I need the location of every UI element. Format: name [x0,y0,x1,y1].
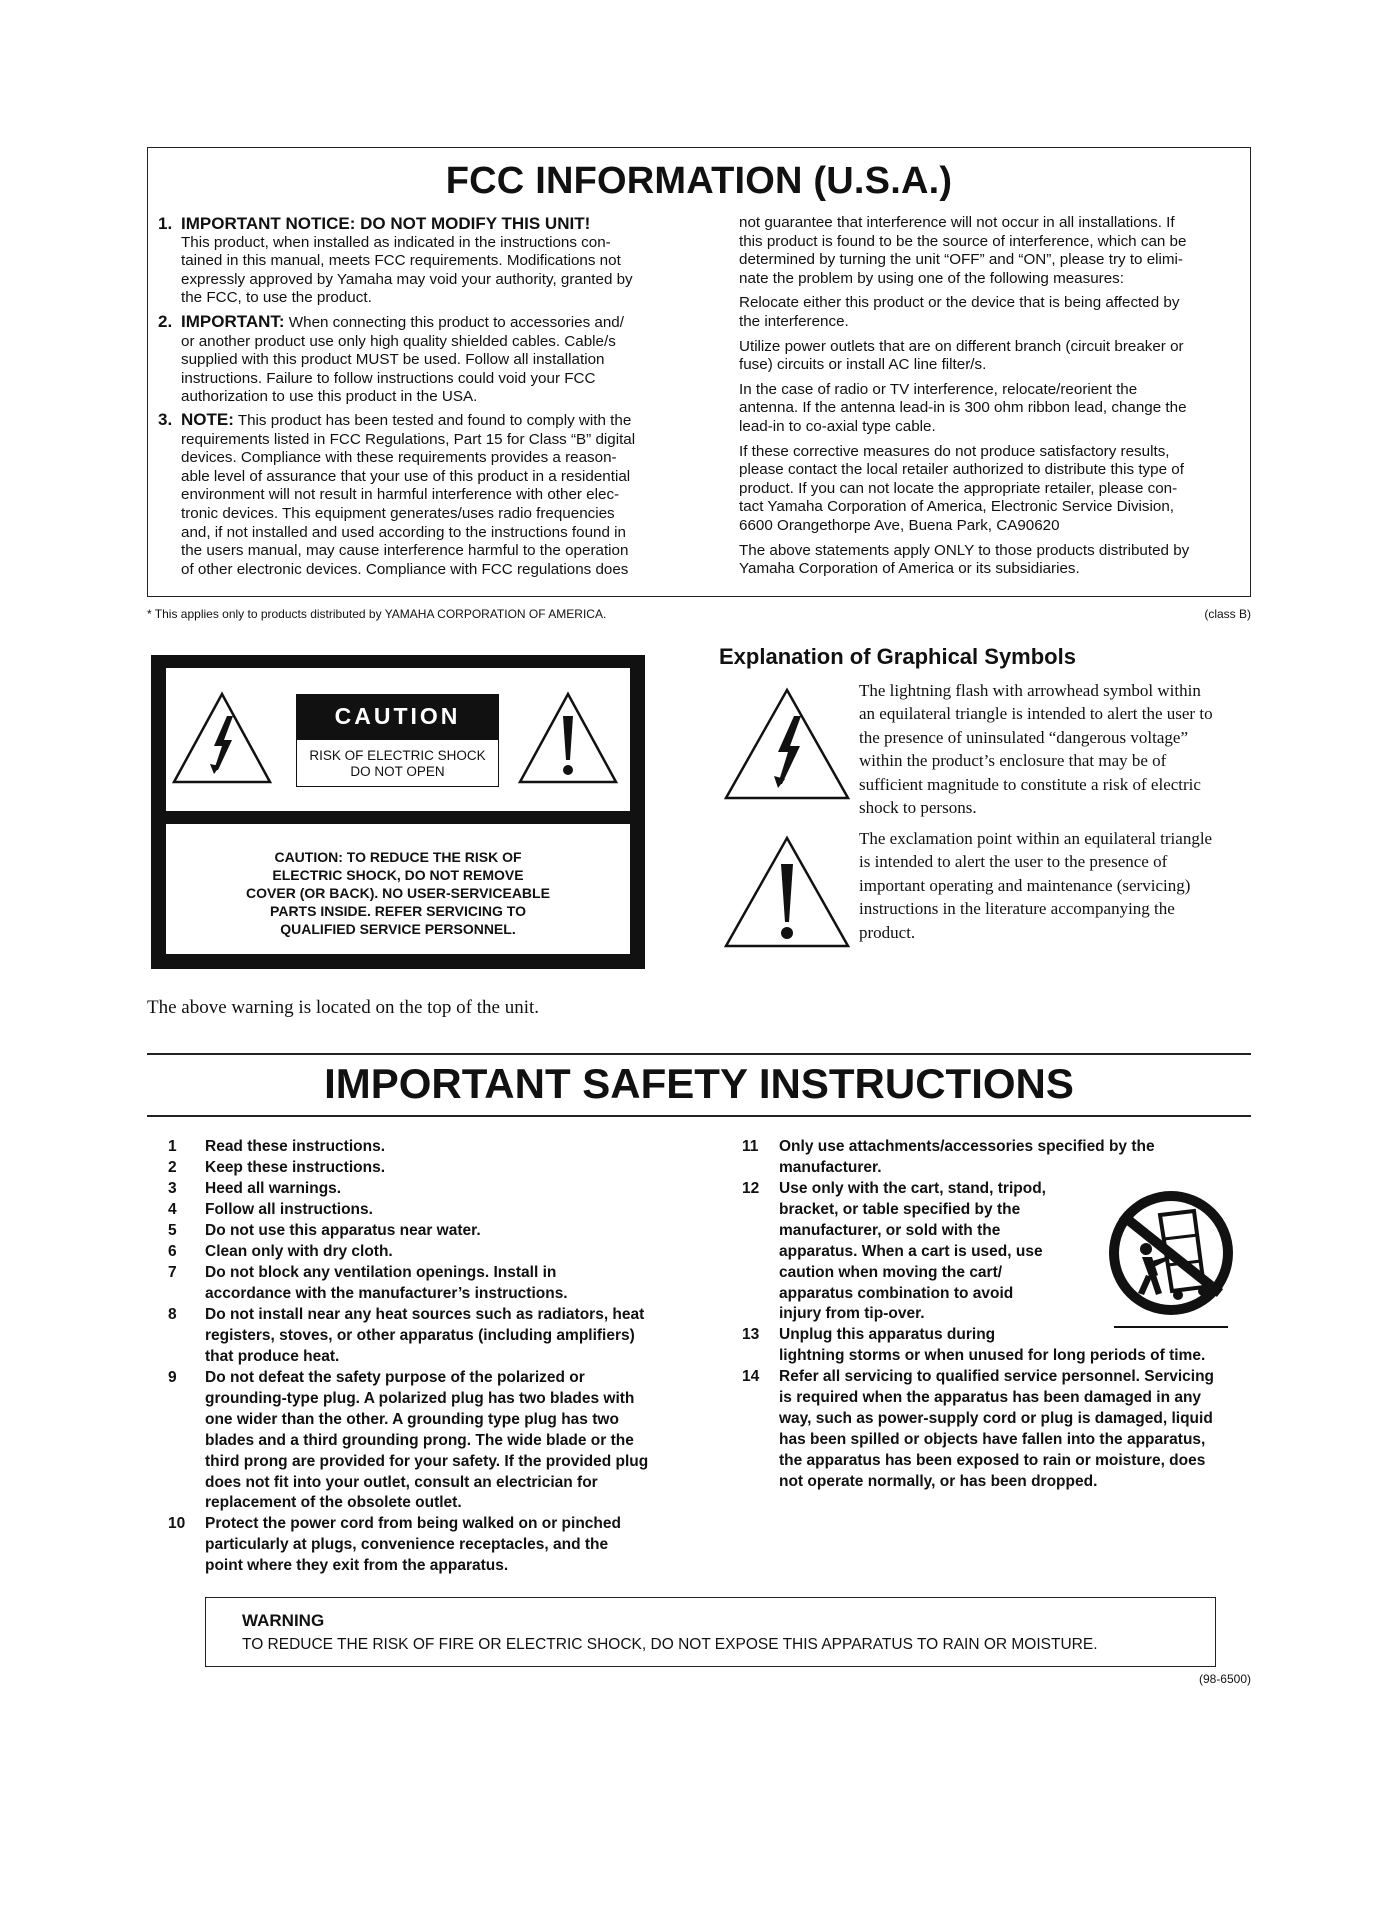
instruction-line: Use only with the cart, stand, tripod, [779,1180,1046,1197]
instruction-line: Do not defeat the safety purpose of the polarized or [205,1369,585,1386]
instruction-line: accordance with the manufacturer’s instructions. [205,1284,568,1302]
instruction-line: registers, stoves, or other apparatus (including amplifiers) [205,1326,635,1344]
instruction-number: 11 [742,1138,759,1155]
instruction-line: Do not block any ventilation openings. Install in [205,1264,557,1281]
document-code: (98-6500) [1198,1672,1251,1686]
fcc-item-line: of other electronic devices. Compliance with FCC regulations does [181,560,629,578]
instruction-line: one wider than the other. A grounding type plug has two [205,1410,619,1428]
instruction-number: 1 [168,1138,177,1155]
instruction-number: 3 [168,1180,177,1197]
fcc-paragraph: Utilize power outlets that are on different branch (circuit breaker or fuse) circuits or install AC line filter/s. [739,337,1184,374]
fcc-paragraph: not guarantee that interference will not occur in all installations. If this product is found to be the source of interference, which can be determined by turning the unit “OFF” and “ON”, please try to elimi- nate the problem by using one of the following measures: [739,214,1187,287]
fcc-item-number: 2. [158,312,173,331]
warning-title: WARNING [242,1611,325,1630]
fcc-item-line: instructions. Failure to follow instructions could void your FCC [181,369,596,387]
fcc-paragraph: In the case of radio or TV interference, relocate/reorient the antenna. If the antenna lead-in is 300 ohm ribbon lead, change the lead-in to co-axial type cable. [739,380,1187,435]
instruction-line: has been spilled or objects have fallen into the apparatus, [779,1430,1206,1448]
instruction-line: way, such as power-supply cord or plug is damaged, liquid [779,1409,1213,1427]
instruction-line: Clean only with dry cloth. [205,1243,393,1260]
fcc-item-line: able level of assurance that your use of this product in a residential [181,467,631,485]
instruction-line: Do not use this apparatus near water. [205,1222,481,1239]
instruction-number: 12 [742,1180,760,1197]
fcc-item-line: This product has been tested and found to comply with the [233,412,632,429]
instruction-item [168,1200,675,1221]
fcc-item-line: devices. Compliance with these requirements provides a reason- [181,449,617,467]
warning-text: TO REDUCE THE RISK OF FIRE OR ELECTRIC SHOCK, DO NOT EXPOSE THIS APPARATUS TO RAIN OR MOISTURE. [242,1636,1098,1653]
instruction-number: 6 [168,1243,177,1260]
instruction-line: does not fit into your outlet, consult an electrician for [205,1473,598,1491]
instruction-number: 10 [168,1515,186,1532]
fcc-item-line: tronic devices. This equipment generates/uses radio frequencies [181,504,615,522]
caution-body: CAUTION: TO REDUCE THE RISK OF ELECTRIC SHOCK, DO NOT REMOVE COVER (OR BACK). NO USER-SERVICEABLE PARTS INSIDE. REFER SERVICING TO QUALIFIED SERVICE PERSONNEL. [246,849,550,937]
fcc-item-heading: IMPORTANT NOTICE: DO NOT MODIFY THIS UNIT! [181,214,591,233]
fcc-item-heading: NOTE: [181,410,234,429]
instruction-line: grounding-type plug. A polarized plug has two blades with [205,1389,635,1407]
fcc-item-line: supplied with this product MUST be used. Follow all installation [181,351,605,369]
lightning-symbol-icon [722,686,852,802]
instruction-line: that produce heat. [205,1347,340,1365]
warning-location-note: The above warning is located on the top of the unit. [147,997,540,1018]
instruction-line: apparatus combination to avoid [779,1284,1014,1302]
instruction-line: point where they exit from the apparatus. [205,1556,509,1574]
fcc-item-line: tained in this manual, meets FCC requirements. Modifications not [181,252,621,270]
instruction-line: manufacturer. [779,1158,882,1176]
cart-tip-over-icon [1100,1187,1242,1332]
fcc-item-line: expressly approved by Yamaha may void your authority, granted by [181,270,633,288]
instruction-item [168,1179,675,1200]
instruction-line: replacement of the obsolete outlet. [205,1494,462,1512]
fcc-item-1 [158,215,678,308]
instruction-line: Keep these instructions. [205,1159,386,1176]
lightning-warning-icon [170,690,274,786]
fcc-item-line: or another product use only high quality shielded cables. Cable/s [181,332,616,350]
safety-title: IMPORTANT SAFETY INSTRUCTIONS [324,1060,1074,1107]
fcc-item-line: requirements listed in FCC Regulations, Part 15 for Class “B” digital [181,430,636,448]
instruction-item [168,1242,675,1263]
instruction-item [168,1263,675,1305]
instruction-line: Follow all instructions. [205,1201,373,1218]
exclamation-symbol-icon [722,834,852,950]
instruction-line: is required when the apparatus has been damaged in any [779,1388,1202,1406]
divider [147,1053,1251,1055]
instruction-number: 14 [742,1368,760,1385]
fcc-paragraph: If these corrective measures do not produce satisfactory results, please contact the local retailer authorized to distribute this type of product. If you can not locate the appropriate retailer, please con- tact Yamaha Corporation of America, Electronic Service Division, 6600 Orangethorpe Ave, Buena Park, CA90620 [739,442,1184,534]
fcc-item-number: 1. [158,214,173,233]
fcc-title: FCC INFORMATION (U.S.A.) [445,160,953,202]
instruction-number: 2 [168,1159,177,1176]
fcc-item-line: environment will not result in harmful interference with other elec- [181,486,620,504]
fcc-item-line: When connecting this product to accessories and/ [284,314,624,331]
fcc-item-3 [158,411,678,579]
exclamation-symbol-description: The exclamation point within an equilateral triangle is intended to alert the user to the presence of important operating and maintenance (servicing) instructions in the literature accompanying the product. [859,829,1213,942]
fcc-right-column [739,214,1239,585]
instruction-line: Read these instructions. [205,1138,386,1155]
instruction-line: injury from tip-over. [779,1305,925,1323]
instruction-number: 4 [168,1201,177,1218]
instruction-item [168,1158,675,1179]
class-note: (class B) [1204,607,1251,621]
instruction-item [742,1367,1214,1492]
instruction-line: particularly at plugs, convenience receptacles, and the [205,1535,609,1553]
instruction-item [168,1137,675,1158]
instruction-number: 9 [168,1369,177,1386]
instruction-item [742,1137,1155,1179]
instruction-line: lightning storms or when unused for long periods of time. [779,1346,1206,1364]
instruction-item [168,1514,675,1577]
fcc-item-heading: IMPORTANT: [181,312,285,331]
fcc-item-line: This product, when installed as indicated in the instructions con- [181,233,611,251]
fcc-item-number: 3. [158,410,173,429]
lightning-symbol-description: The lightning flash with arrowhead symbol within an equilateral triangle is intended to alert the user to the presence of uninsulated “dangerous voltage” within the product’s enclosure that may be of sufficient magnitude to constitute a risk of electric shock to persons. [859,681,1213,818]
instruction-line: apparatus. When a cart is used, use [779,1242,1043,1260]
instruction-line: caution when moving the cart/ [779,1263,1003,1281]
instruction-item [168,1221,675,1242]
fcc-item-line: and, if not installed and used according to the instructions found in [181,523,626,541]
instruction-line: third prong are provided for your safety. If the provided plug [205,1452,649,1470]
instruction-line: Heed all warnings. [205,1180,342,1197]
divider [147,1115,1251,1117]
fcc-paragraph: The above statements apply ONLY to those products distributed by Yamaha Corporation of America or its subsidiaries. [739,541,1190,578]
fcc-item-line: the FCC, to use the product. [181,289,372,307]
instruction-line: Do not install near any heat sources such as radiators, heat [205,1306,645,1323]
instruction-line: blades and a third grounding prong. The wide blade or the [205,1431,634,1449]
instruction-line: the apparatus has been exposed to rain or moisture, does [779,1451,1206,1469]
instruction-line: not operate normally, or has been dropped. [779,1472,1098,1490]
instruction-line: bracket, or table specified by the [779,1200,1021,1218]
instruction-line: Protect the power cord from being walked on or pinched [205,1515,621,1532]
fcc-item-2 [158,313,678,407]
fcc-paragraph: Relocate either this product or the device that is being affected by the interference. [739,294,1180,330]
instruction-number: 5 [168,1222,177,1239]
caution-heading: CAUTION [296,694,499,739]
fcc-item-line: the users manual, may cause interference harmful to the operation [181,542,629,560]
warning-box [205,1597,1216,1667]
instruction-number: 7 [168,1264,177,1281]
instruction-number: 13 [742,1326,760,1343]
instruction-item [168,1305,675,1368]
symbols-title: Explanation of Graphical Symbols [719,644,1076,669]
exclamation-warning-icon [516,690,620,786]
caution-subheading: RISK OF ELECTRIC SHOCK DO NOT OPEN [296,739,499,787]
instruction-item [742,1179,1046,1325]
instruction-number: 8 [168,1306,177,1323]
instruction-item [168,1368,675,1514]
instruction-line: Refer all servicing to qualified service personnel. Servicing [779,1368,1215,1385]
instruction-line: manufacturer, or sold with the [779,1221,1001,1239]
fcc-footnote: * This applies only to products distributed by YAMAHA CORPORATION OF AMERICA. [147,607,607,621]
instruction-line: Only use attachments/accessories specified by the [779,1138,1155,1155]
instruction-line: Unplug this apparatus during [779,1326,996,1343]
fcc-item-line: authorization to use this product in the USA. [181,388,478,406]
